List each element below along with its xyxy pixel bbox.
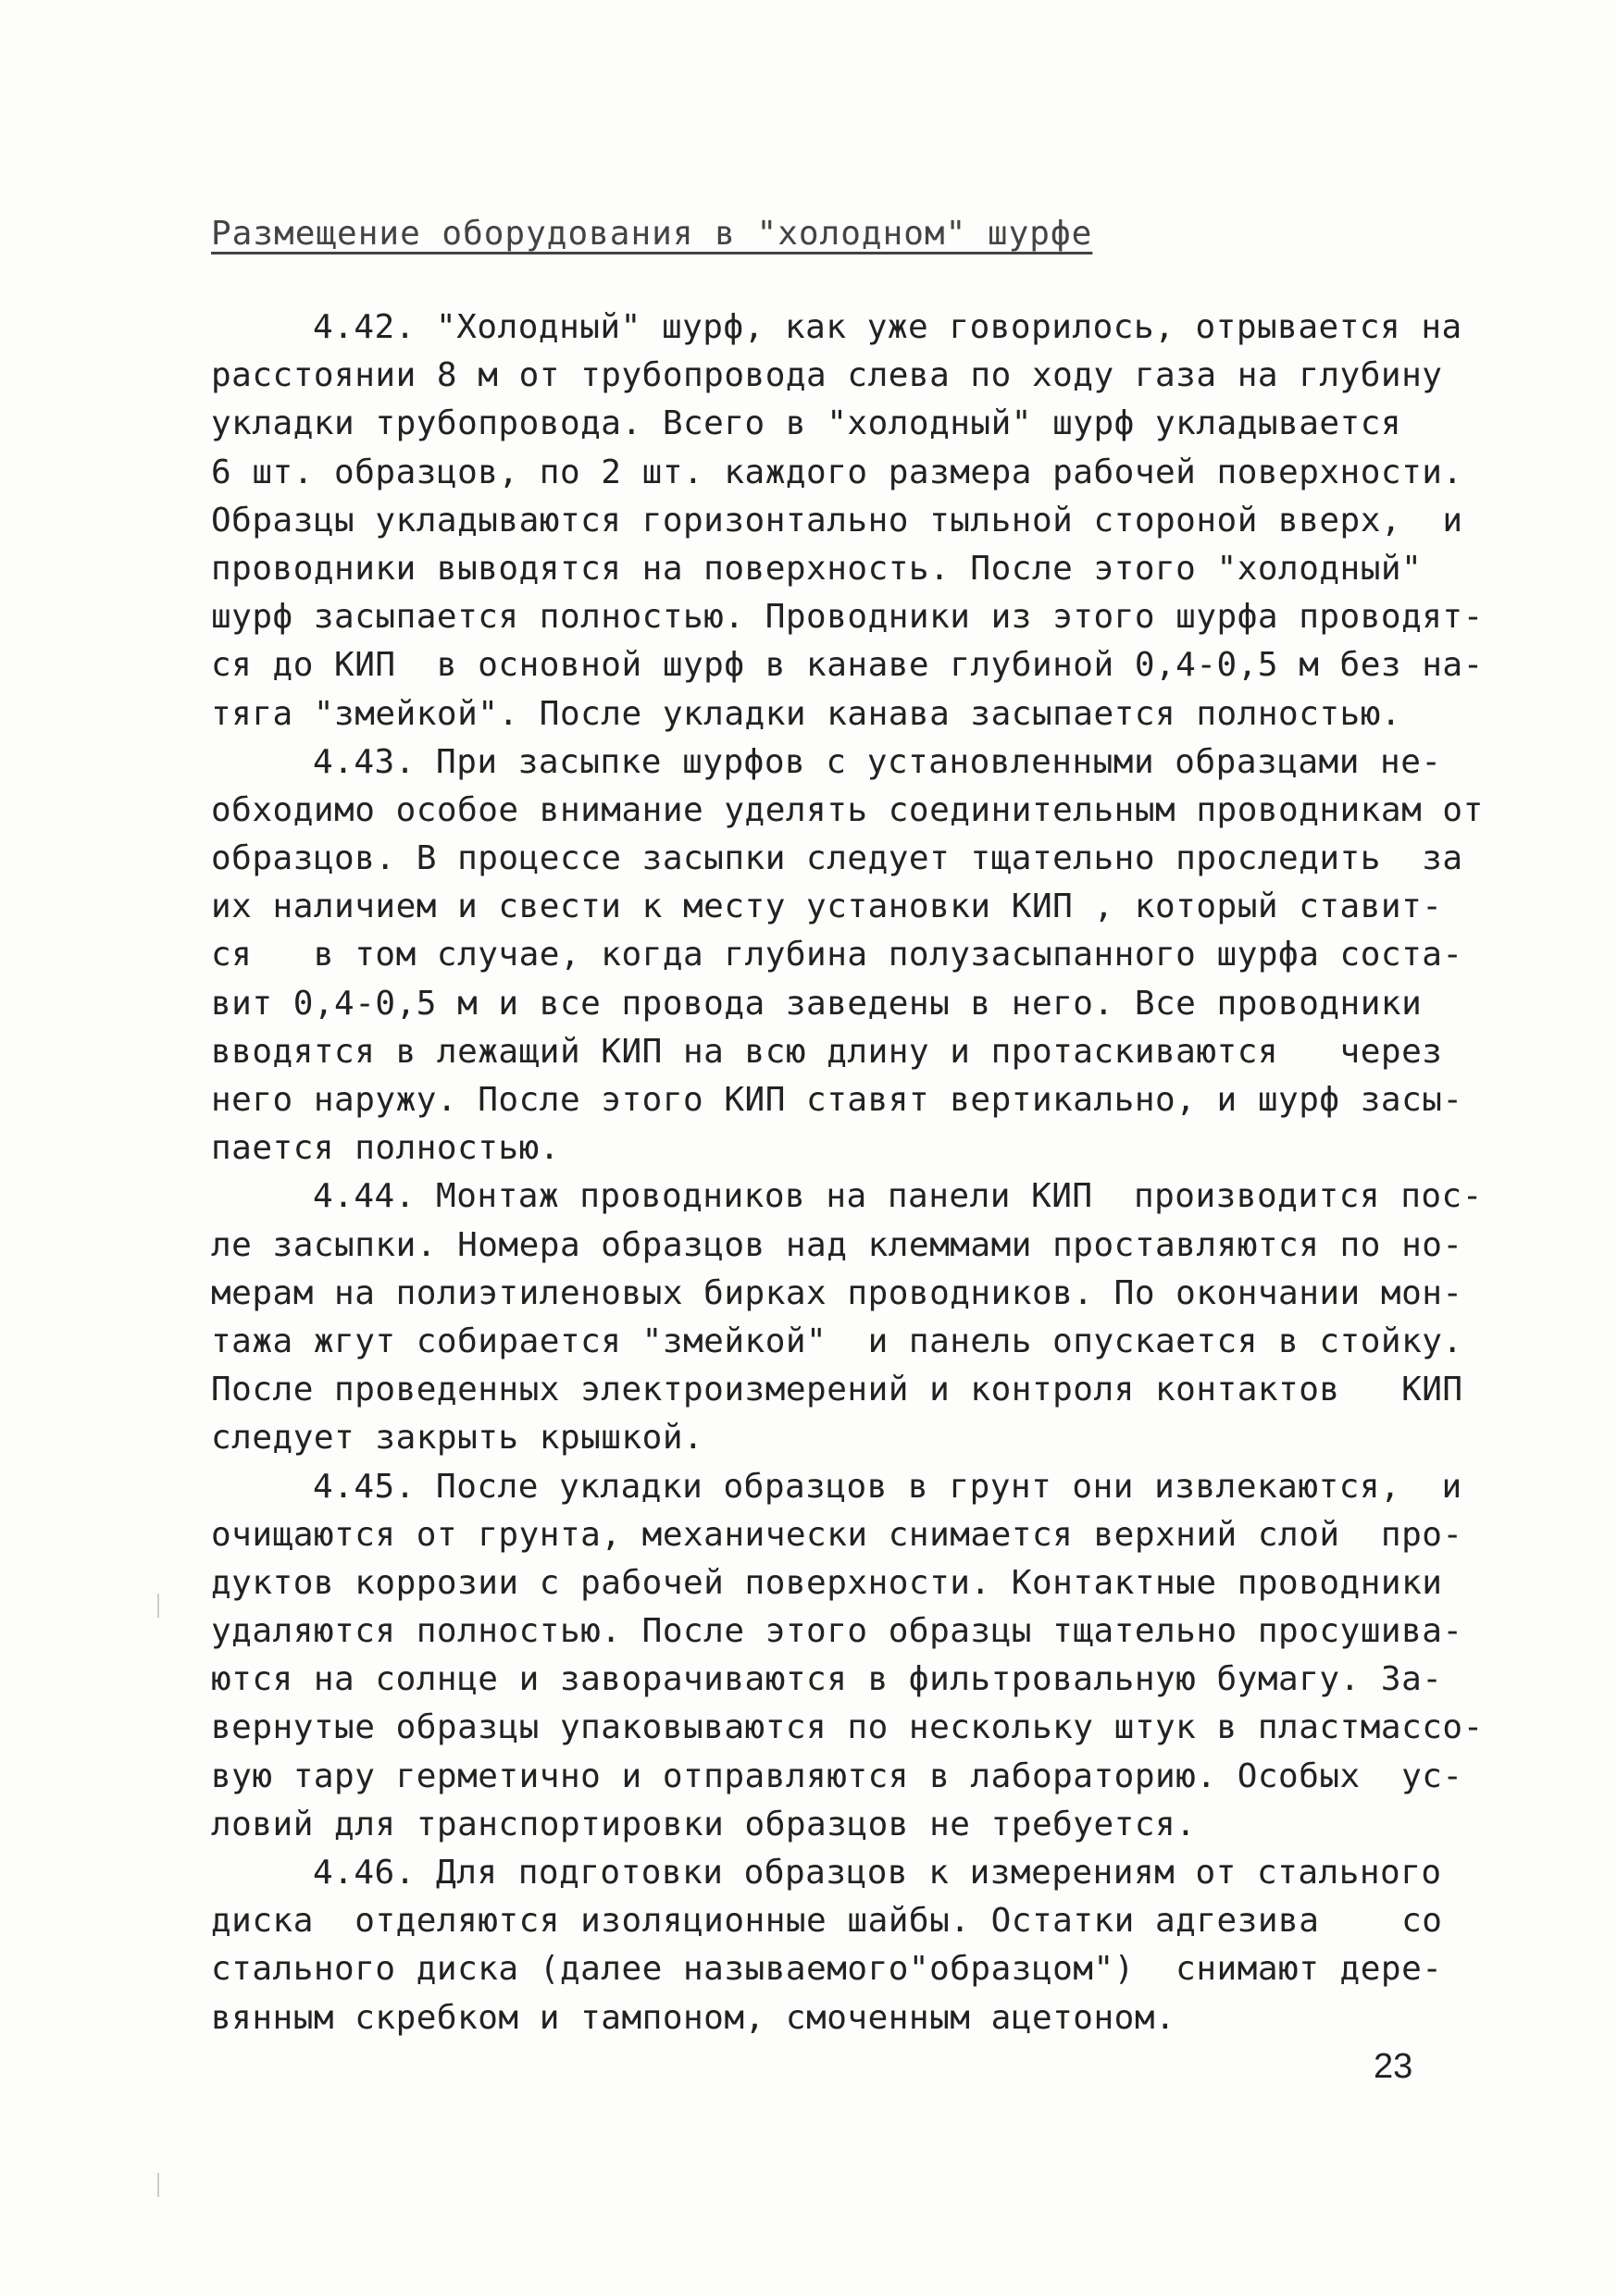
text-line: обходимо особое внимание уделять соединительным проводникам от <box>211 790 1484 829</box>
text-line: проводники выводятся на поверхность. После этого "холодный" <box>211 549 1423 588</box>
text-line: тажа жгут собирается "змейкой" и панель опускается в стойку. <box>211 1322 1463 1360</box>
text-line: 4.45. После укладки образцов в грунт они извлекаются, и <box>313 1467 1462 1506</box>
text-line: Образцы укладываются горизонтально тыльной стороной вверх, и <box>211 501 1463 540</box>
text-line: 4.43. При засыпке шурфов с установленными образцами не- <box>313 742 1442 781</box>
text-line: После проведенных электроизмерений и контроля контактов КИП <box>211 1371 1463 1409</box>
text-line: 4.42. "Холодный" шурф, как уже говорилось, отрывается на <box>313 308 1462 346</box>
text-line: тяга "змейкой". После укладки канава засыпается полностью. <box>211 694 1402 733</box>
text-line: шурф засыпается полностью. Проводники из этого шурфа проводят- <box>211 598 1484 637</box>
text-line: ловий для транспортировки образцов не требуется. <box>211 1805 1197 1843</box>
text-line: следует закрыть крышкой. <box>211 1419 704 1458</box>
text-line: пается полностью. <box>211 1129 560 1168</box>
text-line: вернутые образцы упаковываются по нескольку штук в пластмассо- <box>211 1708 1484 1747</box>
margin-mark <box>157 1594 159 1618</box>
text-line: вит 0,4-0,5 м и все провода заведены в него. Все проводники <box>211 984 1423 1023</box>
text-line: ле засыпки. Номера образцов над клеммами проставляются по но- <box>211 1225 1463 1264</box>
text-line: образцов. В процессе засыпки следует тщательно проследить за <box>211 839 1463 878</box>
text-line: мерам на полиэтиленовых бирках проводников. По окончании мон- <box>211 1273 1463 1312</box>
text-line: него наружу. После этого КИП ставят вертикально, и шурф засы- <box>211 1081 1463 1119</box>
section-heading: Размещение оборудования в "холодном" шурфе <box>211 215 1093 253</box>
text-line: их наличием и свести к месту установки КИП , который ставит- <box>211 887 1443 926</box>
text-line: укладки трубопровода. Всего в "холодный" шурф укладывается <box>211 404 1402 443</box>
text-line: дуктов коррозии с рабочей поверхности. Контактные проводники <box>211 1563 1443 1602</box>
text-line: 4.44. Монтаж проводников на панели КИП производится пос- <box>313 1177 1483 1216</box>
body-text <box>211 304 1484 2042</box>
text-line: вводятся в лежащий КИП на всю длину и протаскиваются через <box>211 1032 1443 1071</box>
text-line: вую тару герметично и отправляются в лабораторию. Особых ус- <box>211 1756 1463 1795</box>
text-line: очищаются от грунта, механически снимается верхний слой про- <box>211 1515 1463 1554</box>
text-line: ся до КИП в основной шурф в канаве глубиной 0,4-0,5 м без на- <box>211 646 1484 685</box>
text-line: удаляются полностью. После этого образцы тщательно просушива- <box>211 1612 1463 1651</box>
text-line: вянным скребком и тампоном, смоченным ацетоном. <box>211 1998 1176 2037</box>
text-line: 4.46. Для подготовки образцов к измерениям от стального <box>313 1854 1442 1892</box>
text-line: расстоянии 8 м от трубопровода слева по ходу газа на глубину <box>211 356 1443 395</box>
page-number: 23 <box>1374 2047 1413 2086</box>
text-line: диска отделяются изоляционные шайбы. Остатки адгезива со <box>211 1902 1443 1941</box>
margin-mark <box>157 2173 159 2197</box>
text-line: стального диска (далее называемого"образцом") снимают дере- <box>211 1950 1443 1989</box>
text-line: ся в том случае, когда глубина полузасыпанного шурфа соста- <box>211 936 1463 974</box>
text-line: 6 шт. образцов, по 2 шт. каждого размера рабочей поверхности. <box>211 453 1463 491</box>
text-line: ются на солнце и заворачиваются в фильтровальную бумагу. За- <box>211 1660 1443 1699</box>
